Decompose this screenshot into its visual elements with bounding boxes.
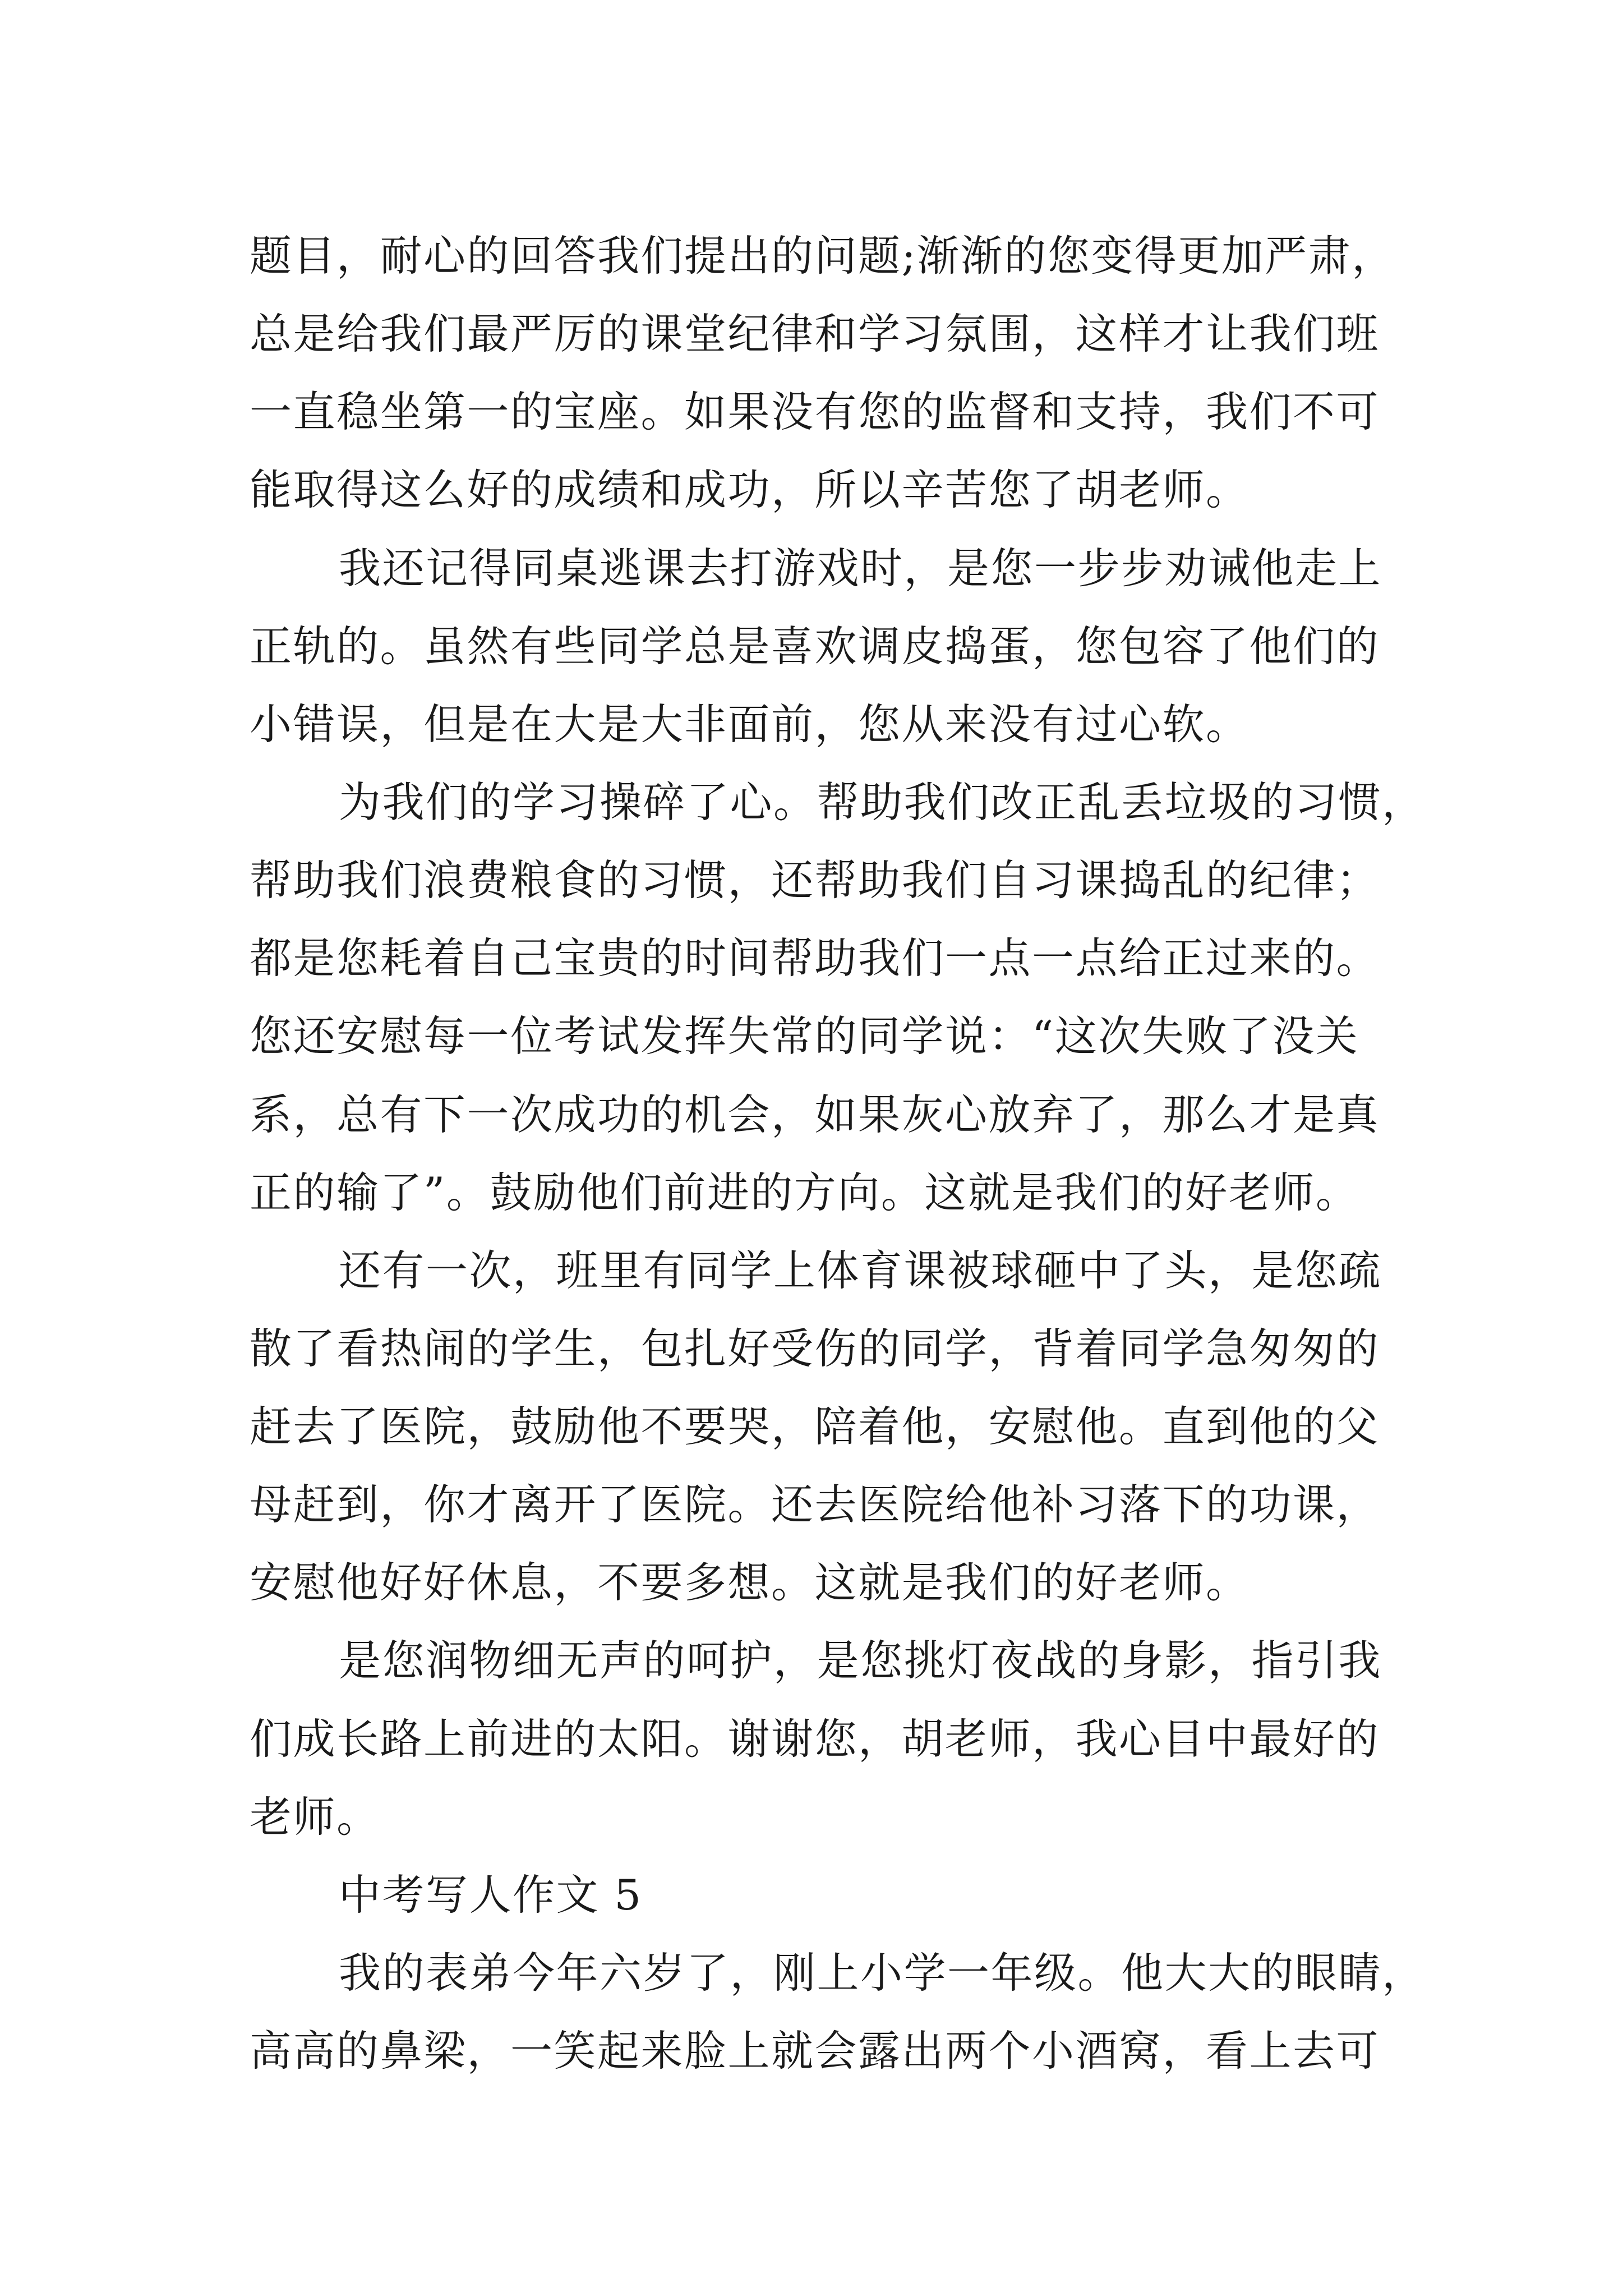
- text-line: 散了看热闹的学生，包扎好受伤的同学，背着同学急匆匆的: [250, 1324, 1380, 1373]
- paragraph-first-line: 我还记得同桌逃课去打游戏时，是您一步步劝诫他走上: [339, 544, 1382, 593]
- text-line: 帮助我们浪费粮食的习惯，还帮助我们自习课捣乱的纪律；: [250, 855, 1380, 905]
- text-line: 母赶到，你才离开了医院。还去医院给他补习落下的功课，: [250, 1480, 1380, 1529]
- text-line: 老师。: [250, 1792, 380, 1842]
- paragraph-first-line: 我的表弟今年六岁了，刚上小学一年级。他大大的眼睛，: [339, 1948, 1426, 1998]
- text-line: 系，总有下一次成功的机会，如果灰心放弃了，那么才是真: [250, 1090, 1380, 1139]
- text-line: 题目，耐心的回答我们提出的问题;渐渐的您变得更加严肃，: [250, 231, 1395, 280]
- paragraph-first-line: 还有一次，班里有同学上体育课被球砸中了头，是您疏: [339, 1246, 1382, 1295]
- text-line: 高高的鼻梁，一笑起来脸上就会露出两个小酒窝，看上去可: [250, 2026, 1380, 2076]
- text-line: 您还安慰每一位考试发挥失常的同学说：“这次失败了没关: [250, 1011, 1359, 1061]
- text-line: 正轨的。虽然有些同学总是喜欢调皮捣蛋，您包容了他们的: [250, 622, 1380, 671]
- section-heading: 中考写人作文 5: [339, 1870, 643, 1920]
- text-line: 能取得这么好的成绩和成功，所以辛苦您了胡老师。: [250, 465, 1249, 514]
- paragraph-first-line: 是您润物细无声的呵护，是您挑灯夜战的身影，指引我: [339, 1636, 1382, 1685]
- text-line: 安慰他好好休息，不要多想。这就是我们的好老师。: [250, 1558, 1249, 1607]
- paragraph-first-line: 为我们的学习操碎了心。帮助我们改正乱丢垃圾的习惯，: [339, 777, 1426, 827]
- text-line: 总是给我们最严厉的课堂纪律和学习氛围，这样才让我们班: [250, 309, 1380, 358]
- text-line: 们成长路上前进的太阳。谢谢您，胡老师，我心目中最好的: [250, 1714, 1380, 1764]
- text-line: 都是您耗着自己宝贵的时间帮助我们一点一点给正过来的。: [250, 933, 1380, 983]
- text-line: 正的输了”。鼓励他们前进的方向。这就是我们的好老师。: [250, 1168, 1359, 1217]
- text-line: 赶去了医院，鼓励他不要哭，陪着他，安慰他。直到他的父: [250, 1402, 1380, 1451]
- text-line: 小错误，但是在大是大非面前，您从来没有过心软。: [250, 700, 1249, 749]
- text-line: 一直稳坐第一的宝座。如果没有您的监督和支持，我们不可: [250, 387, 1380, 436]
